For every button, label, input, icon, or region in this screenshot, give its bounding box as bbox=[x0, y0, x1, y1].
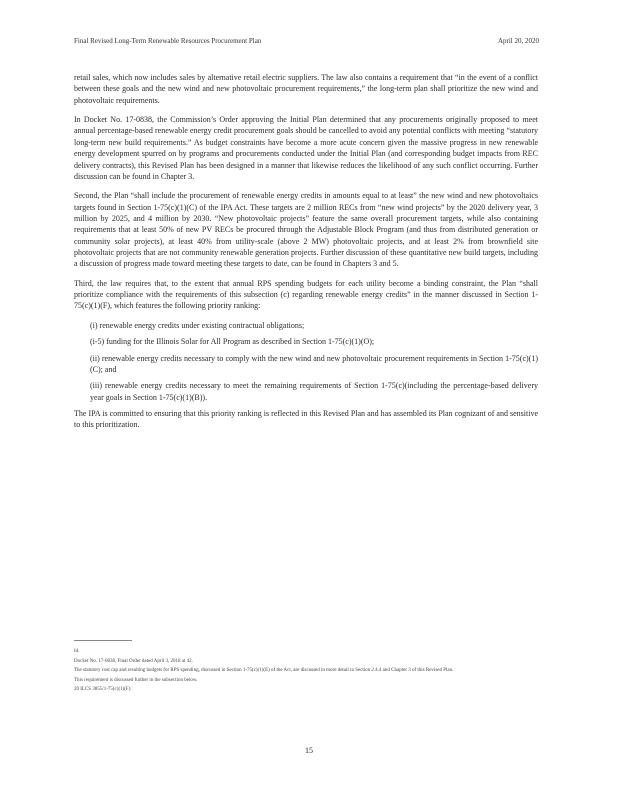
list-item: (ii) renewable energy credits necessary to comply with the new wind and new photovoltaic procurement requirements in Section 1-75(c)(1)(C); and bbox=[90, 353, 538, 374]
closing-paragraph: The IPA is committed to ensuring that this priority ranking is reflected in this Revised Plan and has assembled its Plan cognizant of and sensitive to this prioritization. bbox=[74, 408, 538, 430]
header-title: Final Revised Long-Term Renewable Resources Procurement Plan bbox=[74, 37, 262, 45]
list-item: (i) renewable energy credits under existing contractual obligations; bbox=[90, 320, 305, 330]
paragraph-3: Second, the Plan “shall include the procurement of renewable energy credits in amounts equal to at least” the new wind and new photovoltaics targets found in Section 1-75(c)(1)(C) of the IPA Act. These targets are 2 million RECs from “new wind projects” by the 2020 delivery year, 3 million by 2025, and 4 million by 2030. “New photovoltaic projects” feature the same overall procurement targets, while also containing requirements that at least 50% of new PV RECs be procured through the Adjustable Block Program (and thus from distributed generation or community solar projects), at least 40% from utility-scale (above 2 MW) photovoltaic projects, and at least 2% from brownfield site photovoltaic projects that are not community renewable generation projects. Further discussion of these quantitative new build targets, including a discussion of progress made toward meeting these targets to date, can be found in Chapters 3 and 5. bbox=[74, 191, 538, 269]
list-item: (iii) renewable energy credits necessary to meet the remaining requirements of Section 1-75(c)(including the percentage-based delivery year goals in Section 1-75(c)(1)(B)). bbox=[90, 381, 538, 402]
paragraph-4: Third, the law requires that, to the extent that annual RPS spending budgets for each utility become a binding constraint, the Plan “shall prioritize compliance with the requirements of this subsection (c) regarding renewable energy credits” in the manner discussed in Section 1-75(c)(1)(F), which features the following priority ranking: bbox=[74, 278, 538, 311]
paragraph-2: In Docket No. 17-0838, the Commission’s Order approving the Initial Plan determined that any procurements originally proposed to meet annual percentage-based renewable energy credit procurement goals should be cancelled to avoid any potential conflicts with meeting “statutory long-term new build requirements.” As budget constraints have become a more acute concern given the massive progress in new renewable energy development spurred on by programs and procurements conducted under the Initial Plan (and corresponding budget impacts from REC delivery contracts), this Revised Plan has been designed in a manner that likewise reduces the likelihood of any such conflict occurring. Further discussion can be found in Chapter 3. bbox=[74, 115, 538, 181]
footnote: The statutory cost cap and resulting budgets for RPS spending, discussed in Section 1-75(c)(1)(E) of the Act, are discussed in more detail in Section 2.4.4 and Chapter 3 of this Revised Plan. bbox=[74, 668, 454, 673]
list-item: (i-5) funding for the Illinois Solar for All Program as described in Section 1-75(c)(1)(O); bbox=[90, 337, 375, 347]
footnote: This requirement is discussed further in the subsection below. bbox=[74, 677, 198, 683]
page-number: 15 bbox=[305, 746, 313, 755]
footnote-divider bbox=[74, 640, 132, 641]
footnotes bbox=[74, 648, 538, 696]
paragraph-1: retail sales, which now includes sales by alternative retail electric suppliers. The law also contains a requirement that “in the event of a conflict between these goals and the new wind and new photovoltaic procurement requirements,” the long-term plan shall prioritize the new wind and photovoltaic requirements. bbox=[74, 73, 538, 105]
footnote: Docket No. 17-0838, Final Order dated April 3, 2018 at 42. bbox=[74, 658, 193, 664]
header-date: April 20, 2020 bbox=[497, 37, 539, 45]
page-header bbox=[74, 37, 539, 45]
footnote: 20 ILCS 3855/1-75(c)(1)(F). bbox=[74, 687, 132, 692]
document-body bbox=[74, 72, 538, 439]
priority-list bbox=[90, 320, 538, 403]
footnote: Id. bbox=[74, 649, 80, 654]
